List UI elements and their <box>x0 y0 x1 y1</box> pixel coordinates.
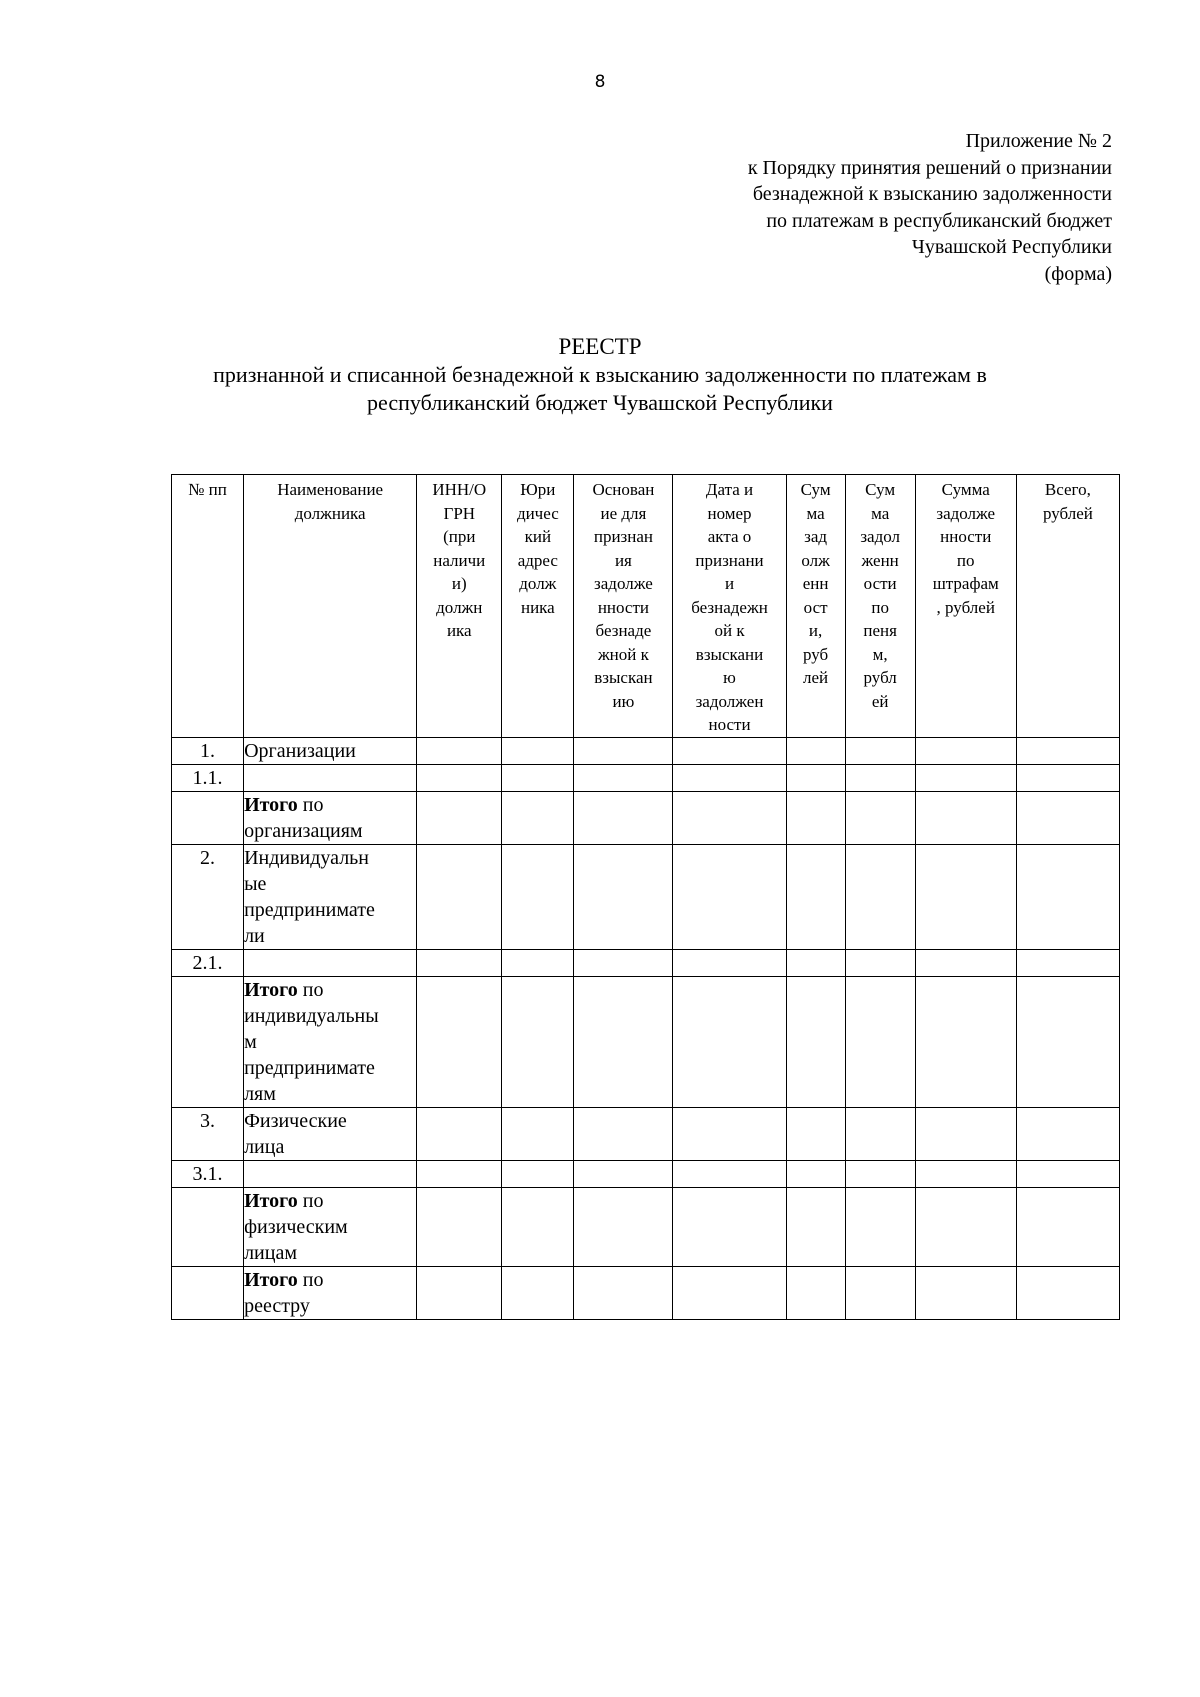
empty-cell <box>915 976 1016 1107</box>
column-header <box>574 475 673 738</box>
table-row <box>172 791 1120 844</box>
empty-cell <box>1016 1266 1119 1319</box>
empty-cell <box>673 791 786 844</box>
column-header-line: Наименование <box>277 480 384 499</box>
column-header-line: ма <box>806 503 825 523</box>
debtor-category <box>244 1187 417 1266</box>
empty-cell <box>417 949 502 976</box>
empty-cell <box>786 949 845 976</box>
column-header-line: ю <box>723 668 736 687</box>
column-header-line: руб <box>803 644 829 664</box>
debtor-category <box>244 949 417 976</box>
empty-cell <box>673 1107 786 1160</box>
empty-cell <box>417 764 502 791</box>
column-header-line: акта о <box>707 527 752 546</box>
column-header-line: Юри <box>520 480 556 499</box>
row-number <box>172 976 244 1107</box>
column-header-line: задол <box>860 527 900 546</box>
empty-cell <box>417 791 502 844</box>
debtor-category-text: предпринимате <box>244 1056 375 1079</box>
table-row <box>172 1187 1120 1266</box>
column-header-line: долж <box>519 574 557 593</box>
column-header-line: должника <box>294 503 366 523</box>
column-header-line: пеня <box>863 621 897 640</box>
row-number <box>172 791 244 844</box>
row-number: 1.1. <box>172 764 244 791</box>
column-header-line: ИНН/О <box>432 480 487 499</box>
column-header-line: енн <box>802 574 829 593</box>
debtor-category <box>244 737 417 764</box>
column-header-line: ост <box>803 597 828 617</box>
debtor-category <box>244 1266 417 1319</box>
empty-cell <box>1016 1187 1119 1266</box>
row-number <box>172 1187 244 1266</box>
debtor-category-text: физическим <box>244 1215 348 1238</box>
column-header-line: ию <box>612 691 635 711</box>
empty-cell <box>673 949 786 976</box>
empty-cell <box>673 1266 786 1319</box>
empty-cell <box>845 976 915 1107</box>
title-subtitle-line: признанной и списанной безнадежной к взысканию задолженности по платежам в <box>213 362 987 387</box>
total-label: Итого <box>244 1268 298 1291</box>
table-row <box>172 976 1120 1107</box>
empty-cell <box>786 976 845 1107</box>
empty-cell <box>1016 764 1119 791</box>
empty-cell <box>574 976 673 1107</box>
column-header <box>786 475 845 738</box>
table-row <box>172 1266 1120 1319</box>
empty-cell <box>1016 1160 1119 1187</box>
empty-cell <box>786 844 845 949</box>
empty-cell <box>673 764 786 791</box>
column-header-line: и) <box>451 574 467 593</box>
column-header-line: жной к <box>597 644 649 664</box>
empty-cell <box>1016 791 1119 844</box>
column-header-line: ой к <box>714 621 745 640</box>
row-number: 2.1. <box>172 949 244 976</box>
column-header-line: Основан <box>592 480 655 499</box>
appendix-line: к Порядку принятия решений о признании <box>747 156 1112 179</box>
empty-cell <box>786 1266 845 1319</box>
debtor-category <box>244 1107 417 1160</box>
empty-cell <box>845 949 915 976</box>
debtor-category-text: м <box>244 1030 257 1053</box>
column-header <box>244 475 417 738</box>
appendix-line: Приложение № 2 <box>965 130 1112 152</box>
debtor-category <box>244 764 417 791</box>
column-header-line: ей <box>871 691 889 711</box>
title-heading: РЕЕСТР <box>558 334 642 359</box>
column-header-line: Сум <box>865 480 896 499</box>
empty-cell <box>845 1160 915 1187</box>
column-header-line: м, <box>872 644 888 664</box>
document-title <box>0 333 1200 417</box>
table-row <box>172 764 1120 791</box>
column-header-line: Сумма <box>941 480 990 499</box>
column-header <box>502 475 574 738</box>
column-header-line: признан <box>593 527 653 546</box>
empty-cell <box>417 1107 502 1160</box>
table-header-row <box>172 475 1120 738</box>
column-header-line: ия <box>614 550 632 570</box>
empty-cell <box>845 1187 915 1266</box>
appendix-note <box>512 128 1112 287</box>
column-header-line: штрафам <box>932 574 999 593</box>
empty-cell <box>673 976 786 1107</box>
empty-cell <box>417 844 502 949</box>
debtor-category <box>244 1160 417 1187</box>
empty-cell <box>786 791 845 844</box>
appendix-line: по платежам в республиканский бюджет <box>766 209 1112 232</box>
empty-cell <box>417 976 502 1107</box>
table-row <box>172 949 1120 976</box>
total-label: Итого <box>244 1189 298 1212</box>
empty-cell <box>1016 976 1119 1107</box>
empty-cell <box>574 764 673 791</box>
column-header-line: задолжен <box>695 691 764 711</box>
column-header-line: ника <box>520 597 555 617</box>
row-number <box>172 1266 244 1319</box>
column-header-line: взыскан <box>594 668 653 687</box>
registry-table <box>171 474 1120 1320</box>
title-subtitle-line: республиканский бюджет Чувашской Республики <box>367 390 833 415</box>
column-header-line: дичес <box>516 503 559 523</box>
column-header-line: по <box>956 550 975 570</box>
empty-cell <box>915 949 1016 976</box>
empty-cell <box>502 1187 574 1266</box>
empty-cell <box>1016 737 1119 764</box>
debtor-category-text: ые <box>244 872 267 895</box>
column-header-line: ие для <box>600 503 647 523</box>
empty-cell <box>502 737 574 764</box>
column-header-line: адрес <box>517 550 558 570</box>
column-header-line: ности <box>708 715 751 734</box>
debtor-category <box>244 844 417 949</box>
page-number: 8 <box>594 72 606 92</box>
appendix-line: Чувашской Республики <box>911 236 1112 258</box>
debtor-category-text: лям <box>244 1082 276 1105</box>
column-header-line: наличи <box>433 550 486 570</box>
empty-cell <box>786 1187 845 1266</box>
column-header-line: признани <box>695 550 764 570</box>
column-header-line: и, <box>808 621 823 640</box>
column-header <box>673 475 786 738</box>
column-header-line: кий <box>524 527 552 546</box>
appendix-line: (форма) <box>1044 262 1112 285</box>
empty-cell <box>1016 1107 1119 1160</box>
empty-cell <box>1016 949 1119 976</box>
row-number: 3. <box>172 1107 244 1160</box>
empty-cell <box>915 1160 1016 1187</box>
empty-cell <box>915 844 1016 949</box>
empty-cell <box>915 1266 1016 1319</box>
empty-cell <box>915 791 1016 844</box>
debtor-category <box>244 976 417 1107</box>
empty-cell <box>574 737 673 764</box>
empty-cell <box>417 1266 502 1319</box>
empty-cell <box>502 949 574 976</box>
column-header-line: зад <box>804 527 828 546</box>
column-header <box>1016 475 1119 738</box>
empty-cell <box>574 1160 673 1187</box>
column-header-line: рублей <box>1042 503 1093 523</box>
column-header-line: взыскани <box>695 644 764 664</box>
empty-cell <box>845 1107 915 1160</box>
empty-cell <box>845 737 915 764</box>
debtor-category-text: предпринимате <box>244 898 375 921</box>
column-header-line: № пп <box>188 480 227 499</box>
column-header-line: и <box>724 574 735 593</box>
column-header-line: задолже <box>936 503 996 523</box>
column-header <box>172 475 244 738</box>
column-header-line: олж <box>801 550 830 570</box>
empty-cell <box>502 764 574 791</box>
column-header-line: лей <box>803 668 829 687</box>
row-number: 3.1. <box>172 1160 244 1187</box>
debtor-category-text: индивидуальны <box>244 1004 379 1027</box>
debtor-category-text: по <box>297 978 324 1001</box>
table-row <box>172 1107 1120 1160</box>
debtor-category-text: лица <box>244 1135 285 1158</box>
debtor-category-text: Организации <box>244 739 356 762</box>
empty-cell <box>574 1266 673 1319</box>
empty-cell <box>786 737 845 764</box>
row-number: 1. <box>172 737 244 764</box>
empty-cell <box>915 1107 1016 1160</box>
total-label: Итого <box>244 978 298 1001</box>
empty-cell <box>417 1160 502 1187</box>
empty-cell <box>502 1160 574 1187</box>
appendix-line: безнадежной к взысканию задолженности <box>752 183 1112 205</box>
column-header-line: рубл <box>863 668 897 687</box>
empty-cell <box>786 1160 845 1187</box>
empty-cell <box>502 1107 574 1160</box>
debtor-category-text: по <box>297 793 324 816</box>
column-header-line: по <box>871 597 889 617</box>
debtor-category <box>244 791 417 844</box>
empty-cell <box>502 1266 574 1319</box>
debtor-category-text: по <box>297 1268 324 1291</box>
column-header-line: (при <box>443 527 476 546</box>
empty-cell <box>845 1266 915 1319</box>
empty-cell <box>845 844 915 949</box>
column-header-line: должн <box>436 597 483 617</box>
empty-cell <box>574 1107 673 1160</box>
empty-cell <box>673 1187 786 1266</box>
column-header-line: женн <box>861 550 899 570</box>
row-number: 2. <box>172 844 244 949</box>
empty-cell <box>574 844 673 949</box>
empty-cell <box>673 844 786 949</box>
empty-cell <box>417 737 502 764</box>
table-body <box>172 737 1120 1319</box>
empty-cell <box>673 1160 786 1187</box>
debtor-category-text: ли <box>244 924 265 947</box>
column-header-line: нности <box>597 597 650 617</box>
table-row <box>172 844 1120 949</box>
empty-cell <box>502 844 574 949</box>
column-header <box>845 475 915 738</box>
table-row <box>172 1160 1120 1187</box>
debtor-category-text: по <box>297 1189 324 1212</box>
debtor-category-text: Физические <box>244 1109 347 1132</box>
empty-cell <box>845 764 915 791</box>
column-header-line: номер <box>707 503 752 523</box>
empty-cell <box>574 949 673 976</box>
empty-cell <box>845 791 915 844</box>
column-header-line: безнаде <box>595 621 652 640</box>
empty-cell <box>915 764 1016 791</box>
column-header-line: Всего, <box>1044 480 1091 499</box>
column-header-line: ика <box>446 621 472 640</box>
column-header <box>417 475 502 738</box>
debtor-category-text: реестру <box>244 1294 310 1317</box>
column-header-line: ГРН <box>443 503 476 523</box>
column-header-line: , рублей <box>936 597 995 617</box>
total-label: Итого <box>244 793 298 816</box>
empty-cell <box>574 791 673 844</box>
empty-cell <box>574 1187 673 1266</box>
column-header-line: задолже <box>594 574 653 593</box>
empty-cell <box>786 764 845 791</box>
empty-cell <box>502 976 574 1107</box>
debtor-category-text: лицам <box>244 1241 297 1264</box>
column-header-line: нности <box>940 527 992 546</box>
empty-cell <box>786 1107 845 1160</box>
column-header-line: Дата и <box>705 480 754 499</box>
column-header-line: ма <box>871 503 890 523</box>
empty-cell <box>915 1187 1016 1266</box>
empty-cell <box>1016 844 1119 949</box>
table-row <box>172 737 1120 764</box>
empty-cell <box>502 791 574 844</box>
debtor-category-text: Индивидуальн <box>244 846 370 869</box>
empty-cell <box>915 737 1016 764</box>
column-header-line: Сум <box>800 480 831 499</box>
debtor-category-text: организациям <box>244 819 363 842</box>
empty-cell <box>673 737 786 764</box>
column-header-line: безнадежн <box>691 597 768 617</box>
empty-cell <box>417 1187 502 1266</box>
column-header-line: ости <box>863 574 897 593</box>
column-header <box>915 475 1016 738</box>
